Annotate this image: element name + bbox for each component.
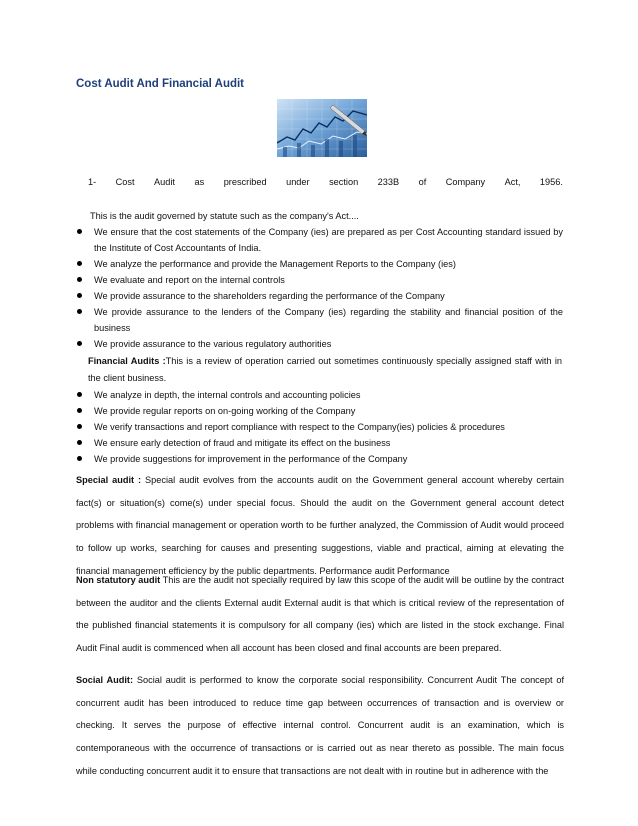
- document-title: Cost Audit And Financial Audit: [76, 78, 245, 90]
- numbered-word: Company: [445, 177, 486, 187]
- numbered-word: Cost: [115, 177, 135, 187]
- numbered-word: section: [329, 177, 359, 187]
- bullet-icon: [77, 229, 82, 234]
- numbered-word: Audit: [154, 177, 175, 187]
- numbered-heading-line: [88, 177, 563, 187]
- intro-text: This is the audit governed by statute such as the company's Act....: [90, 211, 359, 221]
- bullet-icon: [77, 456, 82, 461]
- non-statutory-audit-paragraph: [76, 569, 564, 660]
- list-item-text: We provide assurance to the shareholders regarding the performance of the Company: [94, 291, 445, 301]
- list-item: [76, 419, 563, 435]
- numbered-word: 1956.: [539, 177, 563, 187]
- special-audit-paragraph: [76, 469, 564, 583]
- list-item: [76, 387, 563, 403]
- bullet-icon: [77, 277, 82, 282]
- bullet-icon: [77, 261, 82, 266]
- list-item-text: We verify transactions and report compliance with respect to the Company(ies) policies & procedures: [94, 422, 505, 432]
- bullet-icon: [77, 440, 82, 445]
- list-item: [76, 403, 563, 419]
- list-item: [76, 451, 563, 467]
- list-item-text: We provide suggestions for improvement in the performance of the Company: [94, 454, 408, 464]
- numbered-word: prescribed: [223, 177, 267, 187]
- bullet-icon: [77, 392, 82, 397]
- list-item: [76, 288, 563, 304]
- special-audit-label: Special audit :: [76, 475, 142, 485]
- financial-audits-label: Financial Audits :: [88, 356, 166, 366]
- list-item: [76, 272, 563, 288]
- non-statutory-audit-label: Non statutory audit: [76, 575, 161, 585]
- financial-audits-paragraph: [88, 353, 562, 387]
- bullet-icon: [77, 408, 82, 413]
- financial-chart-pen-image: [277, 99, 367, 157]
- numbered-word: as: [194, 177, 205, 187]
- bullet-icon: [77, 309, 82, 314]
- list-item-text: We provide regular reports on on-going working of the Company: [94, 406, 356, 416]
- list-item-text: We ensure that the cost statements of the Company (ies) are prepared as per Cost Accounting standard issued by the Institute of Cost Accountants of India.: [94, 227, 563, 253]
- list-item: [76, 256, 563, 272]
- special-audit-text: Special audit evolves from the accounts audit on the Government general account whereby certain fact(s) or situation(s) come(s) under special focus. Should the audit on the Government general account detect problems with financial management or operation worth to be further analyzed, the Commission of Audit would proceed to follow up works, searching for causes and presenting suggestions, viable and practical, aiming at elevating the financial management efficiency by the public departments. Performance audit Performance: [76, 475, 564, 576]
- cost-audit-bullet-list: [76, 224, 563, 352]
- non-statutory-audit-text: This are the audit not specially required by law this scope of the audit will be outline by the contract between the auditor and the clients External audit External audit is that which is critical review of the representation of the published financial statements it is compulsory for all company (ies) which are listed in the stock exchange. Final Audit Final audit is commenced when all account has been closed and final accounts are been prepared.: [76, 575, 565, 654]
- list-item: [76, 435, 563, 451]
- social-audit-text: Social audit is performed to know the corporate social responsibility. Concurrent Audit The concept of concurrent audit has been introduced to reduce time gap between occurrences of transaction and is overview or checking. It serves the purpose of effective internal control. Concurrent audit is an examination, which is contemporaneous with the occurrence of transactions or is carried out as near thereto as possible. The main focus while conducting concurrent audit it to ensure that transactions are not dealt with in routine but in adherence with the: [76, 675, 565, 776]
- numbered-word: under: [286, 177, 310, 187]
- numbered-word: Act,: [504, 177, 521, 187]
- numbered-word: 1-: [88, 177, 97, 187]
- list-item-text: We analyze in depth, the internal controls and accounting policies: [94, 390, 361, 400]
- bullet-icon: [77, 341, 82, 346]
- financial-audit-bullet-list: [76, 387, 563, 467]
- social-audit-paragraph: [76, 669, 564, 783]
- list-item-text: We provide assurance to the various regulatory authorities: [94, 339, 332, 349]
- numbered-word: 233B: [377, 177, 400, 187]
- list-item: [76, 336, 563, 352]
- list-item-text: We provide assurance to the lenders of the Company (ies) regarding the stability and financial position of the business: [94, 307, 563, 333]
- bullet-icon: [77, 424, 82, 429]
- list-item-text: We evaluate and report on the internal controls: [94, 275, 285, 285]
- financial-audits-text: This is a review of operation carried out sometimes continuously specially assigned staff with in the client business.: [88, 356, 562, 383]
- list-item-text: We analyze the performance and provide the Management Reports to the Company (ies): [94, 259, 456, 269]
- list-item: [76, 224, 563, 256]
- social-audit-label: Social Audit:: [76, 675, 134, 685]
- numbered-word: of: [418, 177, 427, 187]
- list-item-text: We ensure early detection of fraud and mitigate its effect on the business: [94, 438, 391, 448]
- list-item: [76, 304, 563, 336]
- bullet-icon: [77, 293, 82, 298]
